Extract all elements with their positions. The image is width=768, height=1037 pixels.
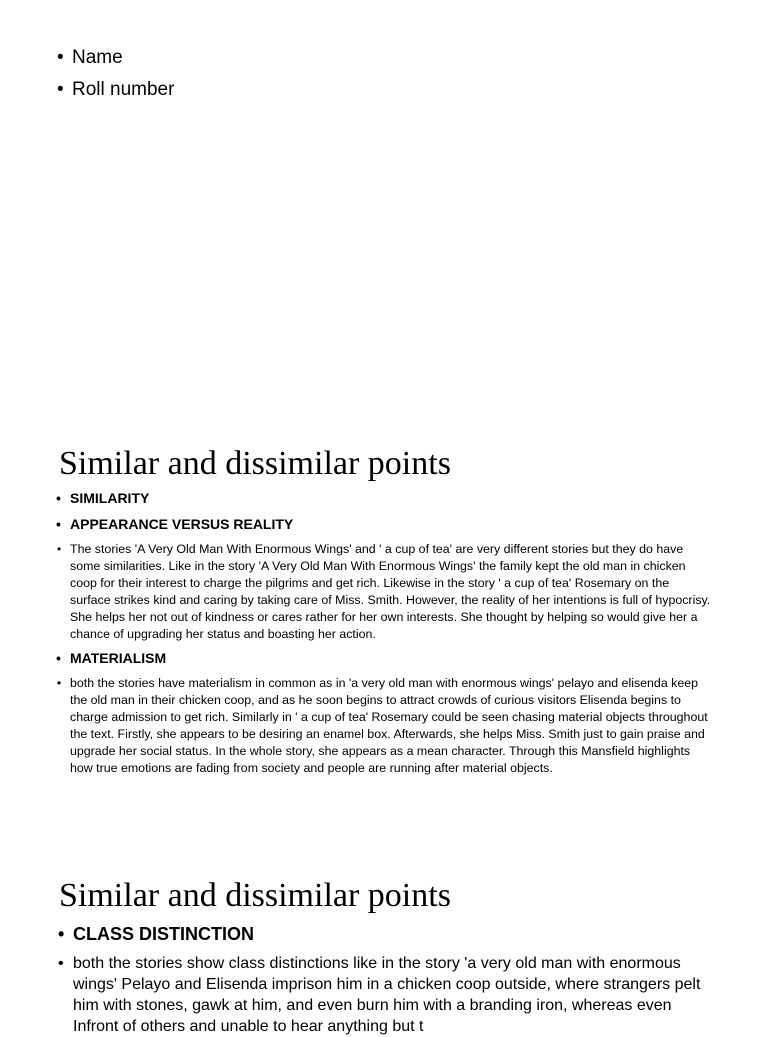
class-distinction-heading: • CLASS DISTINCTION [73, 922, 713, 946]
similarity-heading: • SIMILARITY [70, 489, 712, 507]
slide-3 [0, 876, 768, 1035]
appearance-versus-reality-heading: • APPEARANCE VERSUS REALITY [70, 515, 712, 533]
name-bullet: • Name [72, 46, 174, 70]
slide-2-title: Similar and dissimilar points [59, 445, 451, 482]
slide-2 [0, 440, 768, 860]
slide-1 [0, 0, 768, 420]
materialism-heading: • MATERIALISM [70, 649, 712, 667]
slide-3-title: Similar and dissimilar points [59, 877, 451, 914]
class-distinction-paragraph: • both the stories show class distinctions like in the story 'a very old man with enormous wings' Pelayo and Elisenda imprison him in a chicken coop outside, where strangers pelt him with stones, gawk at him, and even burn him with a branding iron, whereas even Infront of others and unable to hear anything but t [73, 953, 713, 1037]
appearance-versus-reality-paragraph: • The stories 'A Very Old Man With Enormous Wings' and ' a cup of tea' are very different stories but they do have some similarities. Like in the story 'A Very Old Man With Enormous Wings' the family kept the old man in chicken coop for their interest to charge the pilgrims and get rich. Likewise in the story ' a cup of tea' Rosemary on the surface strikes kind and caring by taking care of Miss. Smith. However, the reality of her intentions is full of hypocrisy. She helps her not out of kindness or cares rather for her own interests. She thought by helping so would give her a chance of upgrading her status and boasting her action. [70, 541, 712, 643]
slide-3-bullets [73, 922, 713, 1037]
materialism-paragraph: • both the stories have materialism in common as in 'a very old man with enormous wings' pelayo and elisenda keep the old man in their chicken coop, and as he soon begins to attract crowds of curious visitors Elisenda begins to charge admission to get rich. Similarly in ' a cup of tea' Rosemary could be seen chasing material objects throughout the text. Firstly, she appears to be desiring an enamel box. Afterwards, she helps Miss. Smith just to gain praise and upgrade her social status. In the whole story, she appears as a mean character. Through this Mansfield highlights how true emotions are fading from society and people are running after material objects. [70, 675, 712, 777]
student-info-list [72, 46, 174, 110]
slide-2-bullets [70, 489, 712, 783]
roll-number-bullet: • Roll number [72, 78, 174, 102]
